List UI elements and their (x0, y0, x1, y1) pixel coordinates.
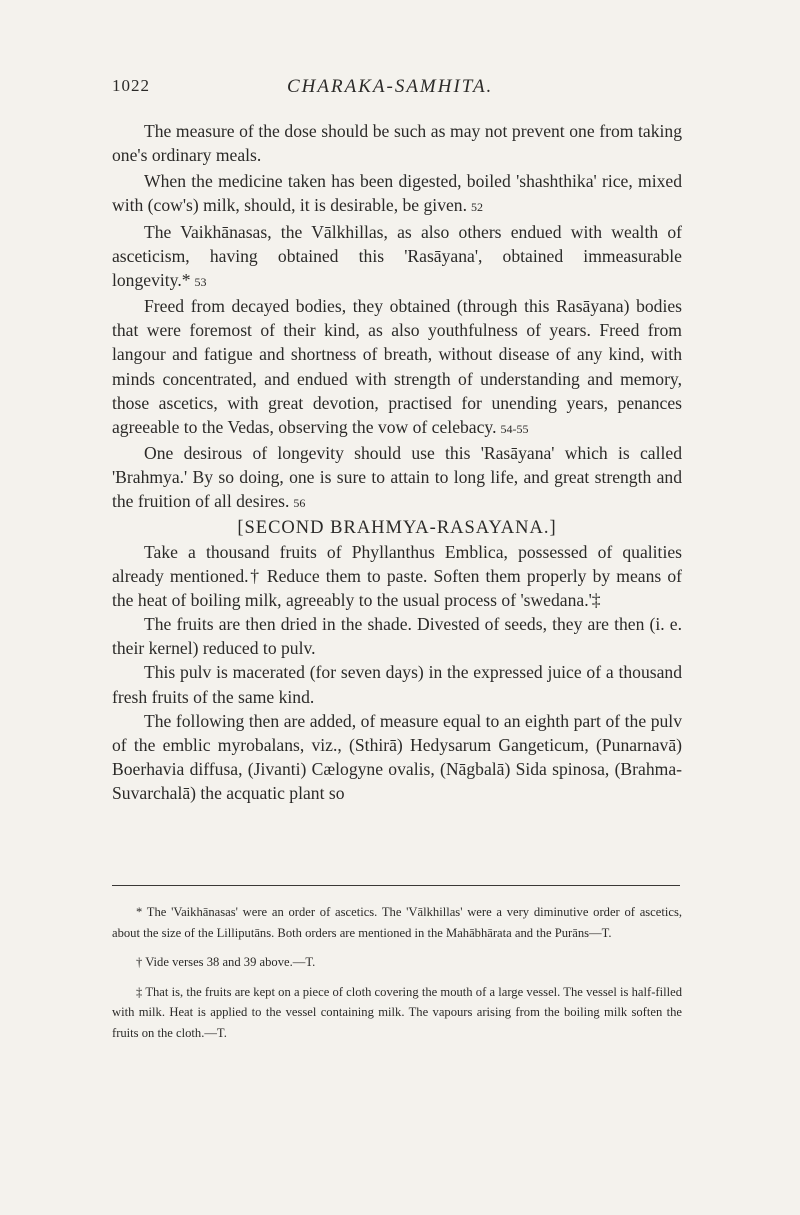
paragraph: The following then are added, of measure equal to an eighth part of the pulv of the emblic myrobalans, viz., (Sthirā) Hedysarum Gangeticum, (Punarnavā) Boerhavia diffusa, (Jivanti) Cælogyne ovalis, (Nāgbalā) Sida spinosa, (Brahma-Suvarchalā) the acquatic plant so (112, 710, 682, 804)
page-number: 1022 (112, 76, 150, 95)
footnote-divider (112, 885, 680, 886)
paragraph: Take a thousand fruits of Phyllanthus Emblica, possessed of qualities already mentioned.† Reduce them to paste. Soften them properly by means of the heat of boiling milk, agreeably to the usual process of 'swedana.'‡ (112, 541, 682, 610)
paragraph (112, 119, 682, 169)
verse-number: 52 (471, 200, 483, 215)
page-header (112, 76, 680, 102)
verse-number: 54-55 (500, 421, 529, 436)
paragraph-text: The measure of the dose should be such as may not prevent one from taking one's ordinary meals. (112, 121, 682, 166)
section-heading: [SECOND BRAHMYA-RASAYANA.] (237, 517, 557, 538)
paragraph: This pulv is macerated (for seven days) in the expressed juice of a thousand fresh fruits of the same kind. (112, 662, 682, 707)
paragraph-text: One desirous of longevity should use this 'Rasāyana' which is called 'Brahmya.' By so doing, one is sure to attain to long life, and great strength and the fruition of all desires. (112, 443, 682, 512)
verse-number: 56 (293, 496, 306, 511)
paragraph (112, 294, 682, 441)
paragraph-text: The Vaikhānasas, the Vālkhillas, as also others endued with wealth of asceticism, having obtained this 'Rasāyana', obtained immeasurable longevity.* (112, 221, 682, 290)
footnote: ‡ That is, the fruits are kept on a piece of cloth covering the mouth of a large vessel. The vessel is half-filled with milk. Heat is applied to the vessel containing milk. The vapours arising from the boiling milk soften the fruits on the cloth.—T. (112, 984, 682, 1040)
paragraph-text: Freed from decayed bodies, they obtained (through this Rasāyana) bodies that were foremost of their kind, as also youthfulness of years. Freed from langour and fatigue and shortness of breath, without disease of any kind, with minds concentrated, and endued with strength of understanding and memory, those ascetics, with great devotion, practised for unending years, penances agreeable to the Vedas, observing the vow of celebacy. (112, 296, 682, 437)
running-title: CHARAKA-SAMHITA. (287, 76, 494, 97)
paragraph (112, 220, 682, 294)
main-text (112, 119, 682, 805)
paragraph: The fruits are then dried in the shade. Divested of seeds, they are then (i. e. their kernel) reduced to pulv. (112, 614, 682, 659)
paragraph-text: When the medicine taken has been digested, boiled 'shashthika' rice, mixed with (cow's) milk, should, it is desirable, be given. (112, 171, 682, 216)
paragraph (112, 169, 682, 219)
footnote: † Vide verses 38 and 39 above.—T. (136, 955, 316, 969)
paragraph (112, 441, 682, 515)
verse-number: 53 (194, 274, 207, 289)
footnotes (112, 902, 682, 1043)
footnote: * The 'Vaikhānasas' were an order of ascetics. The 'Vālkhillas' were a very diminutive order of ascetics, about the size of the Lilliputāns. Both orders are mentioned in the Mahābhārata and the Purāns—T. (112, 905, 682, 940)
